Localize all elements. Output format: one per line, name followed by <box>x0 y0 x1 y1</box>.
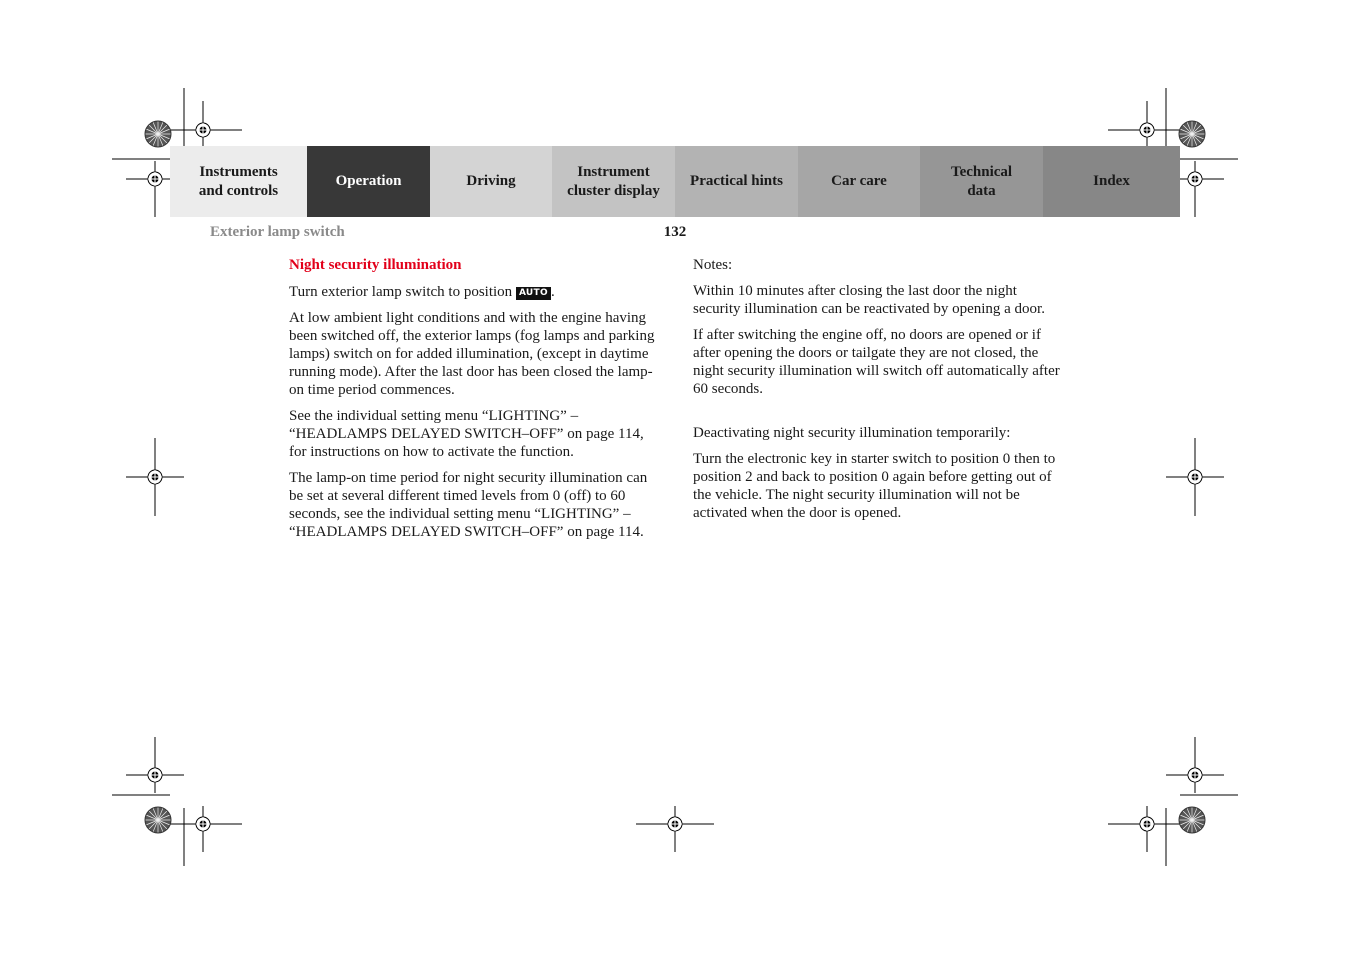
section-title: Exterior lamp switch <box>210 224 345 240</box>
paragraph-lamp-on-time: The lamp-on time period for night security illumination can be set at several different timed levels from 0 (off) to 60 seconds, see the individual setting menu “LIGHTING” – “HEADLAMPS DELAYED SWITCH–OFF” on page 114. <box>289 470 648 540</box>
tab-label: Operation <box>335 173 402 189</box>
tab-practical-hints[interactable] <box>675 146 798 217</box>
instruction-text: Turn exterior lamp switch to position <box>289 284 516 300</box>
tab-instruments-and-controls[interactable] <box>170 146 307 217</box>
tab-label: Instrument cluster display <box>567 163 660 199</box>
page-number: 132 <box>663 224 687 240</box>
deactivation-instructions: Turn the electronic key in starter switch to position 0 then to position 2 and back to position 0 again before getting out of the vehicle. The night security illumination will not be activated when the door is opened. <box>693 451 1056 521</box>
tab-label: Car care <box>831 173 887 189</box>
tab-label: Instruments and controls <box>198 163 279 199</box>
note-auto-switch-off: If after switching the engine off, no doors are opened or if after opening the doors or tailgate they are not closed, the night security illumination will switch off automatically after 60 seconds. <box>693 327 1060 397</box>
chapter-nav <box>170 146 1180 217</box>
tab-technical-data[interactable] <box>920 146 1043 217</box>
tab-operation[interactable] <box>307 146 430 217</box>
tab-index[interactable] <box>1043 146 1180 217</box>
auto-position-icon: AUTO <box>516 287 551 300</box>
tab-car-care[interactable] <box>798 146 920 217</box>
tab-instrument-cluster-display[interactable] <box>552 146 675 217</box>
paragraph-ambient-light: At low ambient light conditions and with the engine having been switched off, the exterior lamps (fog lamps and parking lamps) switch on for added illumination, (except in daytime running mode). After the last door has been closed the lamp-on time period commences. <box>289 310 655 398</box>
tab-driving[interactable] <box>430 146 552 217</box>
instruction-punctuation: . <box>550 284 555 300</box>
left-column <box>289 256 661 549</box>
instruction-paragraph <box>289 283 661 301</box>
deactivation-heading: Deactivating night security illumination temporarily: <box>693 425 1011 441</box>
tab-label: Driving <box>466 173 516 189</box>
section-heading: Night security illumination <box>289 257 462 273</box>
notes-label: Notes: <box>693 257 733 273</box>
right-column <box>693 256 1065 530</box>
paragraph-setting-menu-reference: See the individual setting menu “LIGHTING” – “HEADLAMPS DELAYED SWITCH–OFF” on page 114, for instructions on how to activate the function. <box>289 408 644 460</box>
tab-label: Technical data <box>950 163 1013 199</box>
note-reactivation: Within 10 minutes after closing the last door the night security illumination can be reactivated by opening a door. <box>693 283 1045 317</box>
tab-label: Practical hints <box>690 173 783 189</box>
tab-label: Index <box>1093 173 1130 189</box>
